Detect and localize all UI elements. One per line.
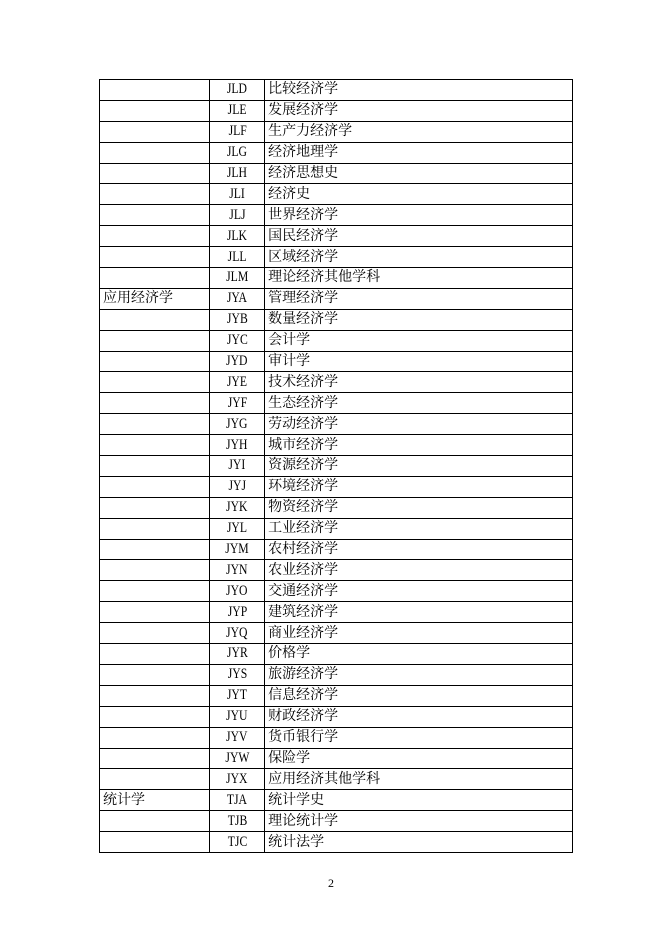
code-cell-text: JLF [228,123,247,140]
category-cell [100,832,210,853]
discipline-name-cell: 统计法学 [265,832,573,853]
code-cell [210,372,265,393]
category-cell [100,664,210,685]
code-cell-text: JLI [229,185,246,202]
category-cell [100,121,210,142]
table-row [100,435,573,456]
discipline-name-cell: 理论经济其他学科 [265,268,573,289]
category-cell [100,497,210,518]
table-row [100,664,573,685]
discipline-name-cell: 农村经济学 [265,539,573,560]
code-cell-text: JYA [227,290,248,307]
discipline-name-cell: 农业经济学 [265,560,573,581]
discipline-name-cell: 生产力经济学 [265,121,573,142]
code-cell [210,602,265,623]
code-cell [210,121,265,142]
code-cell-text: JLJ [229,206,246,223]
category-cell [100,330,210,351]
code-cell [210,685,265,706]
code-cell [210,664,265,685]
code-cell [210,309,265,330]
category-cell [100,351,210,372]
category-cell [100,560,210,581]
category-cell [100,456,210,477]
table-row [100,539,573,560]
code-cell-text: JLM [226,269,249,286]
discipline-name-cell: 区域经济学 [265,247,573,268]
code-cell-text: JLK [227,227,248,244]
discipline-name-cell: 数量经济学 [265,309,573,330]
table-row [100,748,573,769]
category-cell [100,581,210,602]
code-cell [210,706,265,727]
discipline-name-cell: 物资经济学 [265,497,573,518]
code-cell-text: JYQ [226,624,248,641]
category-cell [100,518,210,539]
category-cell [100,623,210,644]
code-cell [210,476,265,497]
code-cell [210,623,265,644]
code-cell-text: JLD [227,81,248,98]
table-row [100,100,573,121]
page-number: 2 [328,876,334,890]
table-row [100,832,573,853]
code-cell [210,80,265,101]
code-cell-text: JYB [226,311,248,328]
code-cell [210,748,265,769]
code-cell [210,539,265,560]
table-row [100,811,573,832]
discipline-name-cell: 旅游经济学 [265,664,573,685]
discipline-code-table [99,79,573,853]
table-row [100,226,573,247]
code-cell-text: JYJ [228,478,247,495]
code-cell-text: JYW [225,749,250,766]
code-cell [210,414,265,435]
table-row [100,247,573,268]
code-cell [210,769,265,790]
code-cell-text: JLL [227,248,247,265]
discipline-name-cell: 环境经济学 [265,476,573,497]
code-cell-text: JYR [226,645,248,662]
table-row [100,121,573,142]
category-cell [100,414,210,435]
code-cell [210,142,265,163]
table-row [100,518,573,539]
code-cell-text: JYU [226,708,248,725]
table-row [100,602,573,623]
category-cell [100,184,210,205]
category-cell [100,100,210,121]
category-cell [100,226,210,247]
discipline-name-cell: 审计学 [265,351,573,372]
code-cell [210,790,265,811]
discipline-name-cell: 统计学史 [265,790,573,811]
table-row [100,476,573,497]
category-cell [100,163,210,184]
table-row [100,414,573,435]
code-cell-text: TJB [227,812,247,829]
table-row [100,769,573,790]
discipline-name-cell: 工业经济学 [265,518,573,539]
code-cell [210,644,265,665]
table-row [100,790,573,811]
code-cell [210,727,265,748]
discipline-name-cell: 管理经济学 [265,288,573,309]
category-cell: 统计学 [100,790,210,811]
category-cell [100,602,210,623]
discipline-name-cell: 经济地理学 [265,142,573,163]
code-cell [210,330,265,351]
discipline-name-cell: 劳动经济学 [265,414,573,435]
discipline-name-cell: 会计学 [265,330,573,351]
table-row [100,184,573,205]
table-row [100,581,573,602]
code-cell [210,497,265,518]
discipline-name-cell: 交通经济学 [265,581,573,602]
category-cell [100,372,210,393]
code-cell-text: TJC [227,833,247,850]
discipline-name-cell: 发展经济学 [265,100,573,121]
discipline-name-cell: 信息经济学 [265,685,573,706]
table-row [100,163,573,184]
table-row [100,644,573,665]
code-cell [210,205,265,226]
category-cell [100,644,210,665]
code-cell-text: JYC [226,332,248,349]
category-cell [100,476,210,497]
code-cell-text: JLE [227,102,247,119]
code-cell [210,247,265,268]
discipline-name-cell: 城市经济学 [265,435,573,456]
table-row [100,372,573,393]
discipline-name-cell: 世界经济学 [265,205,573,226]
code-cell-text: JYK [226,499,248,516]
code-cell [210,288,265,309]
code-cell-text: JYE [227,373,248,390]
discipline-name-cell: 理论统计学 [265,811,573,832]
category-cell [100,142,210,163]
table-row [100,560,573,581]
table-row [100,685,573,706]
code-cell [210,518,265,539]
code-cell [210,226,265,247]
discipline-name-cell: 经济史 [265,184,573,205]
code-cell-text: JYF [227,394,247,411]
table-body [100,80,573,853]
discipline-name-cell: 价格学 [265,644,573,665]
code-cell-text: JYG [226,415,248,432]
code-cell-text: JYD [226,353,248,370]
code-cell-text: JLG [227,144,248,161]
discipline-name-cell: 技术经济学 [265,372,573,393]
category-cell [100,80,210,101]
code-cell [210,393,265,414]
discipline-name-cell: 生态经济学 [265,393,573,414]
code-cell-text: JYX [226,770,248,787]
code-cell-text: JYS [227,666,247,683]
category-cell [100,268,210,289]
table-row [100,456,573,477]
code-cell [210,163,265,184]
discipline-name-cell: 建筑经济学 [265,602,573,623]
table-row [100,623,573,644]
category-cell [100,727,210,748]
code-cell-text: JYO [226,582,248,599]
table-row [100,497,573,518]
code-cell [210,184,265,205]
code-cell-text: JYL [227,520,248,537]
discipline-name-cell: 商业经济学 [265,623,573,644]
discipline-name-cell: 应用经济其他学科 [265,769,573,790]
code-cell [210,560,265,581]
code-cell-text: JYV [226,729,248,746]
code-cell [210,268,265,289]
category-cell [100,539,210,560]
category-cell [100,205,210,226]
code-cell [210,811,265,832]
table-row [100,205,573,226]
discipline-name-cell: 比较经济学 [265,80,573,101]
code-cell [210,832,265,853]
code-cell-text: JYH [226,436,248,453]
code-cell-text: JYN [226,561,248,578]
discipline-name-cell: 资源经济学 [265,456,573,477]
category-cell [100,811,210,832]
category-cell [100,748,210,769]
table-row [100,706,573,727]
table-row [100,330,573,351]
discipline-name-cell: 财政经济学 [265,706,573,727]
category-cell [100,435,210,456]
discipline-name-cell: 货币银行学 [265,727,573,748]
discipline-name-cell: 经济思想史 [265,163,573,184]
table-row [100,268,573,289]
table-row [100,142,573,163]
code-cell-text: JYP [227,603,247,620]
code-cell [210,435,265,456]
category-cell [100,706,210,727]
code-cell-text: JYI [228,457,246,474]
code-cell-text: JYT [227,687,248,704]
category-cell [100,309,210,330]
table-row [100,727,573,748]
discipline-name-cell: 保险学 [265,748,573,769]
category-cell [100,393,210,414]
code-cell [210,351,265,372]
category-cell [100,685,210,706]
code-cell [210,581,265,602]
table-row [100,351,573,372]
table-row [100,288,573,309]
discipline-name-cell: 国民经济学 [265,226,573,247]
table-row [100,80,573,101]
category-cell [100,769,210,790]
table-row [100,393,573,414]
code-cell [210,100,265,121]
category-cell [100,247,210,268]
code-cell-text: JLH [227,165,248,181]
code-cell-text: JYM [225,541,249,558]
code-cell-text: TJA [227,791,248,808]
table-row [100,309,573,330]
code-cell [210,456,265,477]
category-cell: 应用经济学 [100,288,210,309]
